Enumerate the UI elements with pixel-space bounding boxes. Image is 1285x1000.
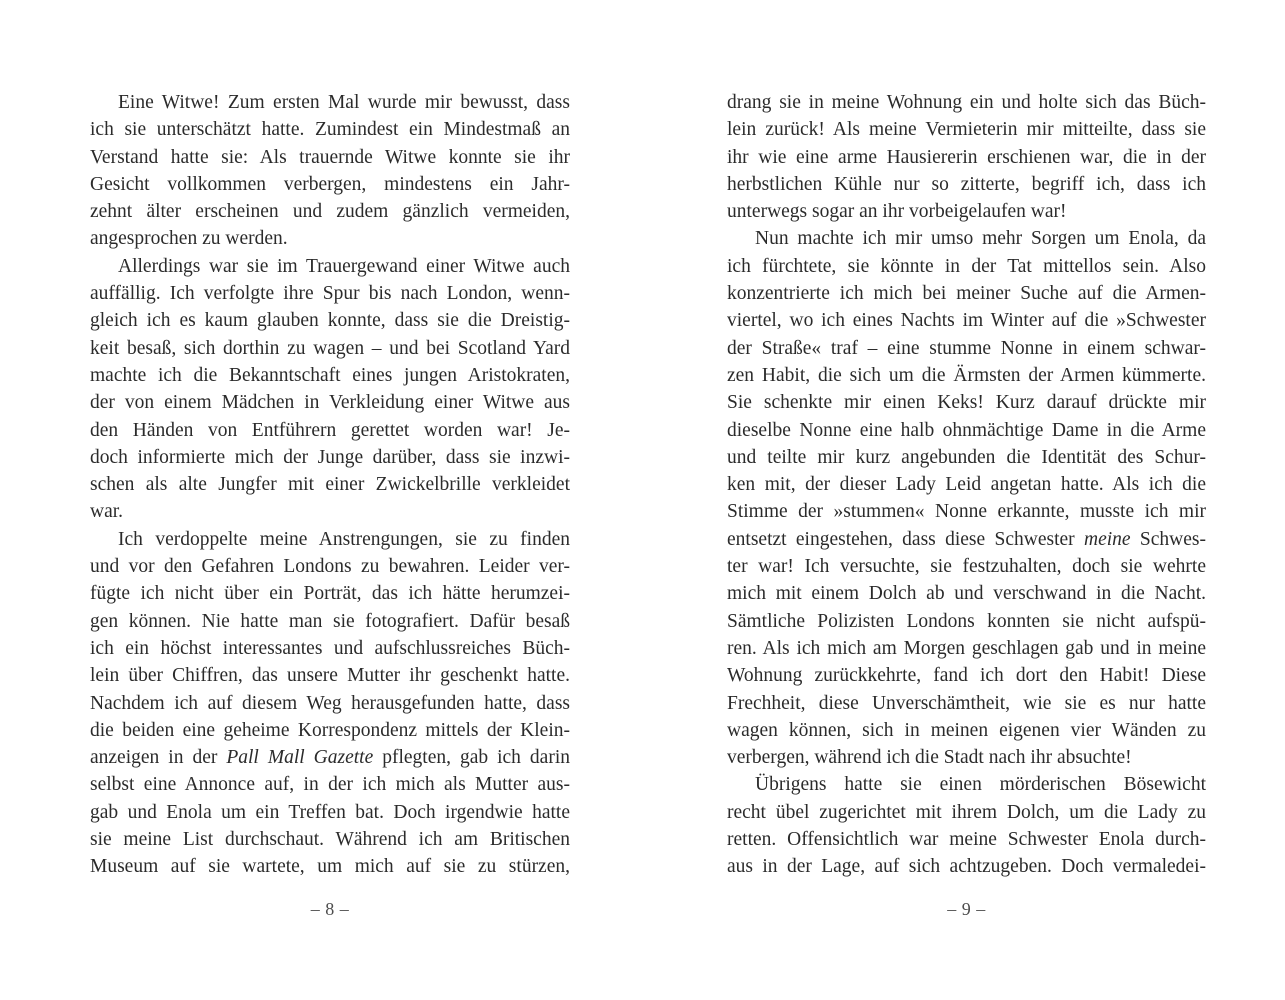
text-line: ich sie unterschätzt hatte. Zumindest ein Mindestmaß an [90, 119, 570, 141]
text-line: Stimme der »stummen« Nonne erkannte, musste ich mir [727, 501, 1206, 523]
text-line: Nachdem ich auf diesem Weg herausgefunden hatte, dass [90, 692, 570, 714]
text-line: ich fürchtete, sie könnte in der Tat mittellos sein. Also [727, 255, 1206, 277]
right-page-number: – 9 – [947, 899, 986, 919]
text-line: drang sie in meine Wohnung ein und holte sich das Büch- [727, 92, 1206, 113]
text-line: und teilte mir kurz angebunden die Identität des Schur- [727, 446, 1206, 468]
right-page-text [727, 89, 1206, 881]
text-line: Verstand hatte sie: Als trauernde Witwe konnte sie ihr [90, 146, 570, 168]
text-line: gen können. Nie hatte man sie fotografiert. Dafür besaß [90, 610, 570, 632]
text-line: recht übel zugerichtet mit ihrem Dolch, um die Lady zu [727, 801, 1206, 823]
left-page-text [90, 89, 570, 881]
text-line: gab und Enola um ein Treffen bat. Doch irgendwie hatte [90, 801, 570, 823]
text-line: Frechheit, diese Unverschämtheit, wie sie es nur hatte [727, 692, 1206, 714]
text-line: selbst eine Annonce auf, in der ich mich als Mutter aus- [90, 774, 570, 796]
text-line: zen Habit, die sich um die Ärmsten der Armen kümmerte. [727, 364, 1206, 386]
text-line: war. [90, 501, 124, 523]
text-line: herbstlichen Kühle nur so zitterte, begriff ich, dass ich [727, 173, 1206, 195]
text-line: konzentrierte ich mich bei meiner Suche auf die Armen- [727, 283, 1206, 305]
text-line: ihr wie eine arme Hausiererin erschienen war, die in der [727, 146, 1206, 168]
text-line: anzeigen in der Pall Mall Gazette pflegten, gab ich darin [90, 747, 570, 769]
text-line: machte ich die Bekanntschaft eines jungen Aristokraten, [90, 364, 570, 386]
text-line: ren. Als ich mich am Morgen geschlagen gab und in meine [727, 637, 1206, 659]
text-line: Nun machte ich mir umso mehr Sorgen um Enola, da [755, 228, 1206, 250]
text-line: lein über Chiffren, das unsere Mutter ihr geschenkt hatte. [90, 665, 570, 687]
text-line: lein zurück! Als meine Vermieterin mir mitteilte, dass sie [727, 119, 1206, 141]
text-line: aus in der Lage, auf sich achtzugeben. Doch vermaledei- [727, 856, 1206, 878]
text-line: auffällig. Ich verfolgte ihre Spur bis nach London, wenn- [90, 283, 570, 305]
text-line: der Straße« traf – eine stumme Nonne in einem schwar- [727, 337, 1206, 359]
text-line: Wohnung zurückkehrte, fand ich dort den Habit! Diese [727, 665, 1206, 687]
text-line: keit besaß, sich dorthin zu wagen – und bei Scotland Yard [90, 337, 570, 359]
text-line: viertel, wo ich eines Nachts im Winter auf die »Schwester [727, 310, 1206, 332]
text-line: Museum auf sie wartete, um mich auf sie zu stürzen, [90, 856, 570, 878]
text-line: Gesicht vollkommen verbergen, mindestens ein Jahr- [90, 173, 570, 195]
text-line: Ich verdoppelte meine Anstrengungen, sie zu finden [118, 528, 570, 550]
text-line: ken mit, der dieser Lady Leid angetan hatte. Als ich die [727, 474, 1206, 496]
text-line: verbergen, während ich die Stadt nach ihr absuchte! [727, 747, 1132, 769]
text-line: unterwegs sogar an ihr vorbeigelaufen war! [727, 201, 1067, 223]
text-line: Sämtliche Polizisten Londons konnten sie nicht aufspü- [727, 610, 1206, 632]
text-line: gleich ich es kaum glauben konnte, dass sie die Dreistig- [90, 310, 570, 332]
text-line: Eine Witwe! Zum ersten Mal wurde mir bewusst, dass [118, 92, 570, 113]
text-line: sie meine List durchschaut. Während ich am Britischen [90, 829, 570, 851]
text-line: und vor den Gefahren Londons zu bewahren. Leider ver- [90, 556, 570, 578]
text-line: der von einem Mädchen in Verkleidung einer Witwe aus [90, 392, 570, 414]
text-line: angesprochen zu werden. [90, 228, 288, 250]
text-line: doch informierte mich der Junge darüber, dass sie inzwi- [90, 446, 570, 468]
text-line: zehnt älter erscheinen und zudem gänzlich vermeiden, [90, 201, 570, 223]
text-line: Übrigens hatte sie einen mörderischen Bösewicht [755, 774, 1206, 796]
text-line: ich ein höchst interessantes und aufschlussreiches Büch- [90, 637, 570, 659]
text-line: dieselbe Nonne eine halb ohnmächtige Dame in die Arme [727, 419, 1206, 441]
text-line: wagen können, sich in meinen eigenen vier Wänden zu [727, 719, 1206, 741]
text-line: Allerdings war sie im Trauergewand einer Witwe auch [118, 255, 570, 277]
text-line: den Händen von Entführern gerettet worden war! Je- [90, 419, 570, 441]
text-line: fügte ich nicht über ein Porträt, das ich hätte herumzei- [90, 583, 570, 605]
text-line: die beiden eine geheime Korrespondenz mittels der Klein- [90, 719, 570, 741]
text-line: mich mit einem Dolch ab und verschwand in die Nacht. [727, 583, 1206, 605]
text-line: entsetzt eingestehen, dass diese Schwester meine Schwes- [727, 528, 1206, 550]
text-line: Sie schenkte mir einen Keks! Kurz darauf drückte mir [727, 392, 1206, 414]
text-line: ter war! Ich versuchte, sie festzuhalten, doch sie wehrte [727, 556, 1206, 578]
text-line: retten. Offensichtlich war meine Schwester Enola durch- [727, 829, 1206, 851]
left-page-number: – 8 – [310, 899, 350, 919]
text-line: schen als alte Jungfer mit einer Zwickelbrille verkleidet [90, 474, 570, 496]
